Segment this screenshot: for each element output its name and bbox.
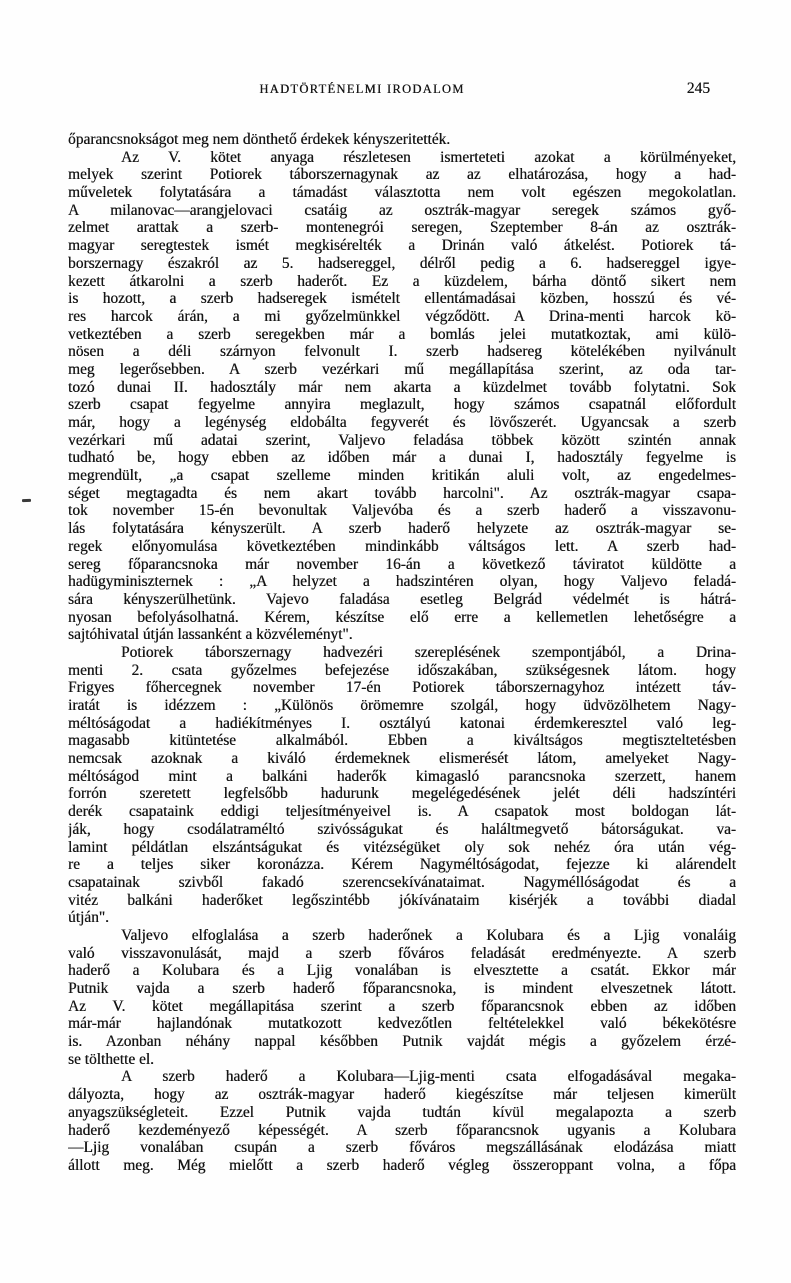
text-line: dályozta, hogy az osztrák-magyar haderő kiegészítse már teljesen kimerült	[68, 1086, 736, 1104]
text-line: műveletek folytatására a támadást választotta nem volt egészen megokolatlan.	[68, 184, 736, 202]
text-block	[68, 131, 736, 1175]
text-line: állott meg. Még mielőtt a szerb haderő végleg összeroppant volna, a főpa	[68, 1156, 736, 1174]
text-line: már, hogy a legénység eldobálta fegyverét és lövőszerét. Ugyancsak a szerb	[68, 414, 736, 431]
text-line: —Ljig vonalában csupán a szerb főváros megszállásának elodázása miatt	[68, 1139, 736, 1157]
text-line: őparancsnokságot meg nem dönthető érdekek kényszeritették.	[68, 131, 451, 148]
text-line: anyagszükségleteit. Ezzel Putnik vajda tudtán kívül megalapozta a szerb	[68, 1103, 736, 1121]
text-line: magasabb kitüntetése alkalmából. Ebben a kiváltságos megtiszteltetésben	[68, 732, 736, 750]
text-line: ják, hogy csodálatraméltó szivósságukat és haláltmegvető bátorságukat. va-	[68, 820, 736, 838]
text-line: tok november 15-én bevonultak Valjevóba és a szerb haderő a visszavonu-	[68, 502, 736, 520]
text-line: meg legerősebben. A szerb vezérkari mű megállapítása szerint, az oda tar-	[68, 360, 736, 378]
text-line: kezett átkarolni a szerb haderőt. Ez a küzdelem, bárha döntő sikert nem	[68, 272, 736, 290]
text-line: sára kényszerülhetünk. Vajevo faladása esetleg Belgrád védelmét is hátrá-	[68, 590, 736, 608]
text-line: nyosan befolyásolhatná. Kérem, készítse elő erre a kellemetlen lehetőségre a	[68, 608, 736, 626]
text-line: méltóságodat a hadiékítményes I. osztályú katonai érdemkeresztel való leg-	[68, 714, 736, 732]
text-line: melyek szerint Potiorek táborszernagynak az az elhatározása, hogy a had-	[68, 166, 736, 184]
text-line: haderő kezdeményező képességét. A szerb főparancsnok ugyanis a Kolubara	[68, 1121, 736, 1139]
text-line: útján".	[68, 909, 109, 927]
text-line: sajtóhivatal útján lassanként a közvéleményt".	[68, 626, 353, 644]
text-line: magyar seregtestek ismét megkisérelték a Drinán való átkelést. Potiorek tá-	[68, 237, 736, 255]
text-line: nösen a déli szárnyon felvonult I. szerb hadsereg kötelékében nyilvánult	[68, 343, 736, 361]
text-line: borszernagy északról az 5. hadsereggel, délről pedig a 6. hadsereggel igye-	[68, 254, 736, 272]
text-line: zelmet arattak a szerb- montenegrói seregen, Szeptember 8-án az osztrák-	[68, 219, 736, 237]
text-line: már-már hajlandónak mutatkozott kedvezőtlen feltételekkel való békekötésre	[68, 1015, 736, 1033]
text-line: Az V. kötet anyaga részletesen ismerteteti azokat a körülményeket,	[121, 148, 736, 166]
page-header	[68, 82, 736, 100]
text-line: regek előnyomulása következtében mindinkább váltságos lett. A szerb had-	[68, 537, 736, 555]
text-line: haderő a Kolubara és a Ljig vonalában is elvesztette a csatát. Ekkor már	[68, 962, 736, 980]
text-line: re a teljes siker koronázza. Kérem Nagyméltóságodat, fejezze ki alárendelt	[68, 856, 736, 874]
text-line: se tölthette el.	[68, 1050, 154, 1068]
text-line: iratát is idézzem : „Különös örömemre szolgál, hogy üdvözölhetem Nagy-	[68, 697, 736, 714]
text-line: tozó dunai II. hadosztály már nem akarta a küzdelmet tovább folytatni. Sok	[68, 378, 736, 396]
text-line: Potiorek táborszernagy hadvezéri szereplésének szempontjából, a Drina-	[121, 643, 736, 661]
text-line: menti 2. csata győzelmes befejezése időszakában, szükségesnek látom. hogy	[68, 661, 736, 679]
text-line: csapatainak szivből fakadó szerencsekívánataimat. Nagyméllóságodat és a	[68, 873, 736, 891]
text-line: Putnik vajda a szerb haderő főparancsnoka, is mindent elveszetnek látott.	[68, 980, 736, 997]
text-line: res harcok árán, a mi győzelmünkkel végződött. A Drina-menti harcok kö-	[68, 307, 736, 325]
text-line: szerb csapat fegyelme annyira meglazult, hogy számos csapatnál előfordult	[68, 396, 736, 414]
text-line: hadügyminiszternek : „A helyzet a hadszintéren olyan, hogy Valjevo feladá-	[68, 573, 736, 591]
text-line: lás folytatására kényszerült. A szerb haderő helyzete az osztrák-magyar se-	[68, 520, 736, 538]
text-line: A szerb haderő a Kolubara—Ljig-menti csata elfogadásával megaka-	[121, 1068, 736, 1086]
text-line: derék csapataink eddigi teljesítményeivel is. A csapatok most boldogan lát-	[68, 803, 736, 821]
text-line: megrendült, „a csapat szelleme minden kritikán aluli volt, az engedelmes-	[68, 467, 736, 485]
text-line: is. Azonban néhány nappal későbben Putnik vajdát mégis a győzelem érzé-	[68, 1033, 736, 1051]
text-line: Valjevo elfoglalása a szerb haderőnek a Kolubara és a Ljig vonaláig	[121, 926, 736, 944]
text-line: Frigyes főhercegnek november 17-én Potiorek táborszernagyhoz intézett táv-	[68, 679, 736, 697]
text-line: méltóságod mint a balkáni haderők kimagasló parancsnoka szerzett, hanem	[68, 767, 736, 785]
page-number: 245	[686, 80, 710, 97]
text-line: vetkeztében a szerb seregekben már a bomlás jelei mutatkoztak, ami külö-	[68, 325, 736, 343]
text-line: vitéz balkáni haderőket legőszintébb jókívánataim kisérjék a további diadal	[68, 891, 736, 909]
text-line: vezérkari mű adatai szerint, Valjevo feladása többek között szintén annak	[68, 431, 736, 449]
text-line: forrón szeretett legfelsőbb hadurunk megelégedésének jelét déli hadszíntéri	[68, 785, 736, 803]
text-line: A milanovac—arangjelovaci csatáig az osztrák-magyar seregek számos győ-	[68, 201, 736, 219]
running-head: HADTÖRTÉNELMI IRODALOM	[259, 82, 465, 96]
margin-scan-artifact	[22, 499, 31, 502]
text-line: lamint példátlan elszántságukat és vitézségüket oly sok nehéz óra után vég-	[68, 838, 736, 856]
text-line: Az V. kötet megállapitása szerint a szerb főparancsnok ebben az időben	[68, 997, 736, 1015]
text-line: tudható be, hogy ebben az időben már a dunai I, hadosztály fegyelme is	[68, 449, 736, 467]
text-line: való visszavonulását, majd a szerb főváros feladását eredményezte. A szerb	[68, 944, 736, 962]
text-line: séget megtagadta és nem akart tovább harcolni". Az osztrák-magyar csapa-	[68, 484, 736, 502]
text-line: sereg főparancsnoka már november 16-án a következő táviratot küldötte a	[68, 555, 736, 573]
text-line: nemcsak azoknak a kiváló érdemeknek elismerését látom, amelyeket Nagy-	[68, 750, 736, 768]
text-line: is hozott, a szerb hadseregek ismételt ellentámadásai közben, hosszú és vé-	[68, 290, 736, 308]
